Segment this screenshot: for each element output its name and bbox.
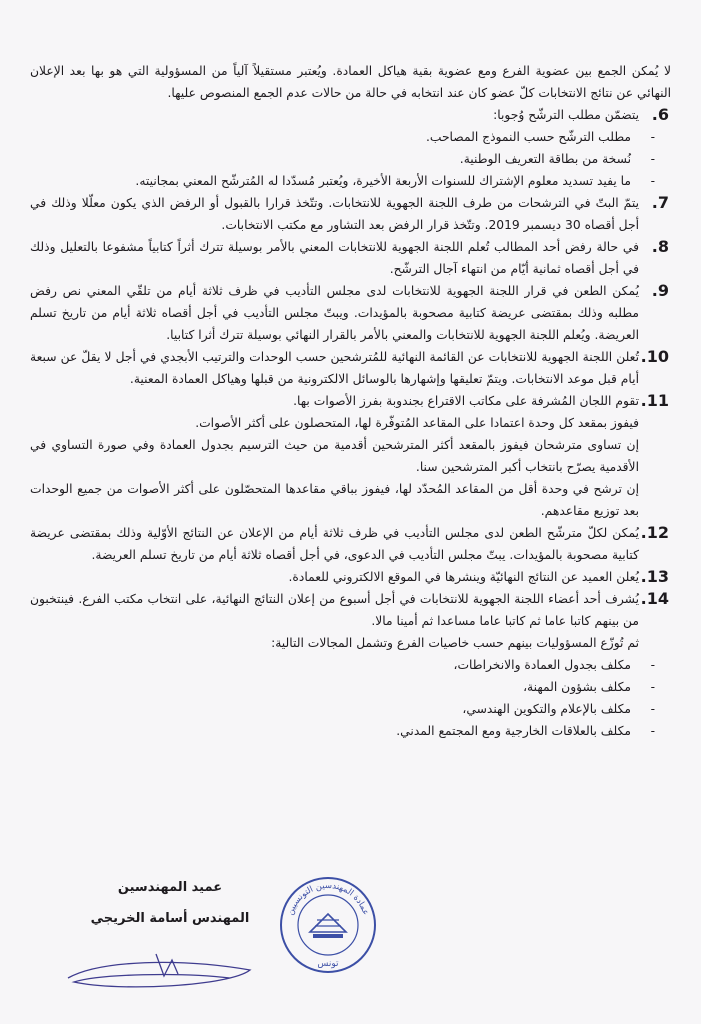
clause-9 xyxy=(30,280,671,346)
clause-8 xyxy=(30,236,671,280)
signature-block xyxy=(70,880,270,926)
list-item: - ما يفيد تسديد معلوم الإشتراك للسنوات الأربعة الأخيرة، ويُعتبر مُسدّدا له المُترشّح المعني بمجانيته. xyxy=(135,174,655,188)
handwritten-signature-icon xyxy=(60,948,260,996)
clause-text: في حالة رفض أحد المطالب تُعلم اللجنة الجهوية للانتخابات المعني بالأمر بوسيلة تترك أثراً كتابياً مشفوعا بالتعليل وذلك في أجل أقصاه ثمانية أيّام من انتهاء آجال الترشّح. xyxy=(30,240,639,276)
clause-number: 14. xyxy=(640,589,669,608)
stamp-bottom-text: تونس xyxy=(317,959,339,969)
clause-subtext: إن تساوى مترشحان فيفوز بالمقعد أكثر المترشحين أقدمية من حيث الترسيم بجدول العمادة وفي صورة التساوي في الأقدمية يصرّح بانتخاب أكبر المترشحين سنا. xyxy=(30,438,639,474)
clause-number: 11. xyxy=(640,391,669,410)
clause-number: 8. xyxy=(651,237,669,256)
clause-10 xyxy=(30,346,671,390)
clause-6 xyxy=(30,104,671,126)
document-body xyxy=(30,60,671,742)
clause-subtext: فيفوز بمقعد كل وحدة اعتمادا على المقاعد المُتوفّرة لها، المتحصلون على أكثر الأصوات. xyxy=(195,416,639,430)
clause-text: تُعلن اللجنة الجهوية للانتخابات عن القائمة النهائية للمُترشحين حسب الوحدات والترتيب الأبجدي في أجل لا يقلّ عن سبعة أيام قبل موعد الانتخابات. ويتمّ تعليقها وإشهارها بالوسائل الالكترونية من قبلها وهياكل العمادة المعنية. xyxy=(30,350,639,386)
signatory-title: عميد المهندسين xyxy=(117,880,223,895)
intro-paragraph: لا يُمكن الجمع بين عضوية الفرع ومع عضوية بقية هياكل العمادة. ويُعتبر مستقيلاً آلياً من المسؤولية التي هو بها بعد الإعلان النهائي عن نتائج الانتخابات كلّ عضو كان عند انتخابه في حالة من حالات عدم الجمع المنصوص عليها. xyxy=(30,64,671,100)
list-item: - مكلف بجدول العمادة والانخراطات، xyxy=(453,658,655,672)
clause-14 xyxy=(30,588,671,632)
clause-number: 13. xyxy=(640,567,669,586)
clause-number: 6. xyxy=(651,105,669,124)
list-item: - مكلف بالإعلام والتكوين الهندسي، xyxy=(462,702,655,716)
clause-number: 12. xyxy=(640,523,669,542)
clause-subtext: ثم تُوزّع المسؤوليات بينهم حسب خاصيات الفرع وتشمل المجالات التالية: xyxy=(271,636,639,650)
clause-number: 10. xyxy=(640,347,669,366)
clause-12 xyxy=(30,522,671,566)
clause-number: 7. xyxy=(651,193,669,212)
list-item: - نُسخة من بطاقة التعريف الوطنية. xyxy=(459,152,655,166)
clause-7 xyxy=(30,192,671,236)
list-item: - مطلب الترشّح حسب النموذج المصاحب. xyxy=(425,130,655,144)
clause-11 xyxy=(30,390,671,412)
svg-text:عمادة المهندسين التونسيين xyxy=(286,881,371,917)
clause-text: يتمّ البتّ في الترشحات من طرف اللجنة الجهوية للانتخابات. وتتّخذ قرارا بالقبول أو الرفض الذي يكون معلّلا وذلك في أجل أقصاه 30 ديسمبر 2019. وتتّخذ قرار الرفض بعد التشاور مع مكتب الانتخابات. xyxy=(30,196,639,232)
list-item: - مكلف بشؤون المهنة، xyxy=(523,680,655,694)
clause-text: يُشرف أحد أعضاء اللجنة الجهوية للانتخابات في أجل أسبوع من إعلان النتائج النهائية، على انتخاب مكتب الفرع. فينتخبون من بينهم كاتبا عاما ثم كاتبا عاما مساعدا ثم أمينا مالا. xyxy=(30,592,639,628)
clause-text: يُمكن لكلّ مترشّح الطعن لدى مجلس التأديب في ظرف ثلاثة أيام من الإعلان عن النتائج الأوّلية وذلك بمقتضى عريضة كتابية مصحوبة بالمؤيدات. يبتّ مجلس التأديب في الدعوى، في أجل أقصاه ثلاثة أيام من تاريخ تسلم العريضة. xyxy=(30,526,639,562)
clause-text: يُمكن الطعن في قرار اللجنة الجهوية للانتخابات لدى مجلس التأديب في ظرف ثلاثة أيام من تلقّي المعني نص رفض مطلبه وذلك بمقتضى عريضة كتابية مصحوبة بالمؤيدات. ويبتّ مجلس التأديب في أجل أقصاه ثلاثة أيام من تاريخ تسلم العريضة. ويُعلم اللجنة الجهوية للانتخابات والمعني بالأمر بالقرار النهائي بوسيلة تترك أثرا كتابيا. xyxy=(30,284,639,342)
stamp-arc-text: عمادة المهندسين التونسيين xyxy=(285,880,371,917)
clause-text: يُعلن العميد عن النتائج النهائيّة وينشرها في الموقع الالكتروني للعمادة. xyxy=(288,570,639,584)
clause-text: تقوم اللجان المُشرفة على مكاتب الاقتراع بجندوبة بفرز الأصوات بها. xyxy=(293,394,639,408)
clause-text: يتضمّن مطلب الترشّح وُجوبا: xyxy=(493,108,639,122)
clause-13 xyxy=(30,566,671,588)
signatory-name: المهندس أسامة الخريجي xyxy=(90,911,250,926)
clause-number: 9. xyxy=(651,281,669,300)
list-item: - مكلف بالعلاقات الخارجية ومع المجتمع المدني. xyxy=(396,724,655,738)
official-stamp-icon xyxy=(277,874,379,976)
clause-subtext: إن ترشح في وحدة أقل من المقاعد المُحدّد لها، فيفوز بباقي مقاعدها المتحصّلون على أكثر الأصوات من جميع الوحدات بعد توزيع مقاعدهم. xyxy=(30,482,639,518)
